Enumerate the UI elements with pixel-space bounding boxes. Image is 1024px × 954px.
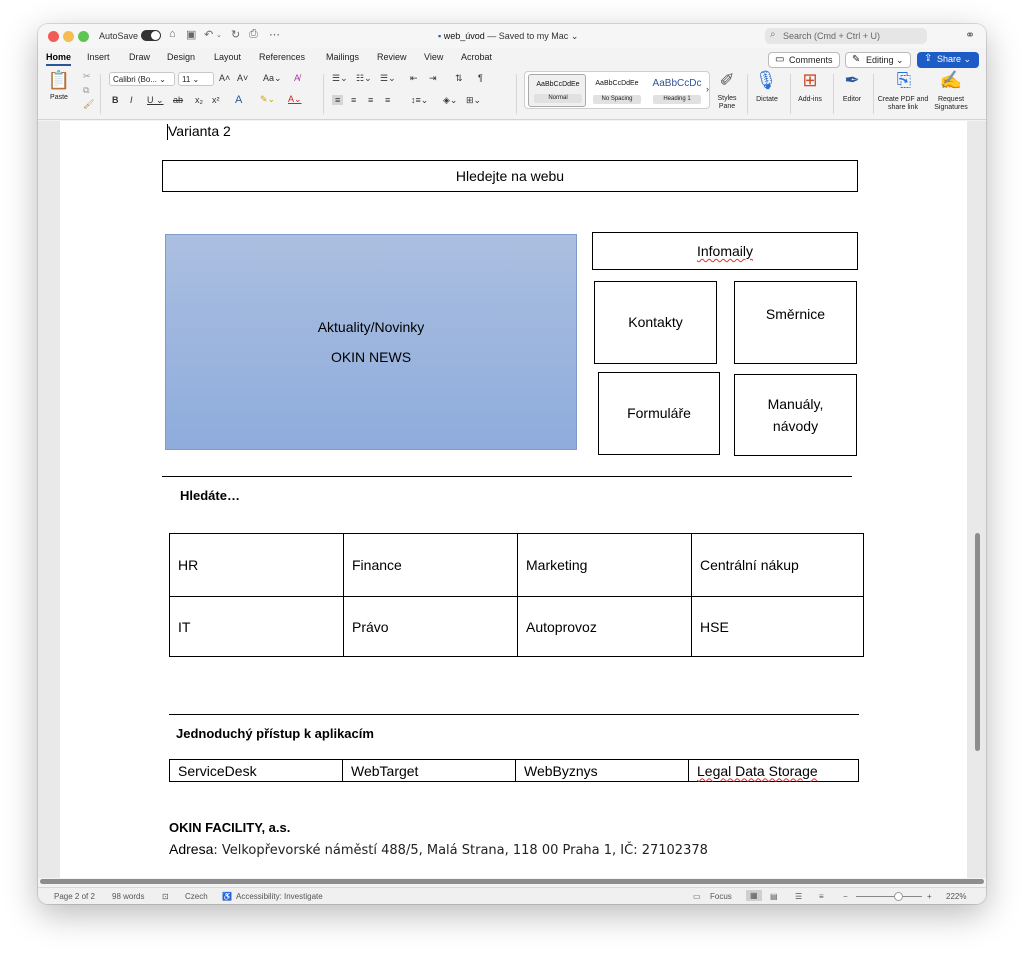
manualy-label-line1: Manuály,	[767, 395, 824, 412]
tab-design[interactable]: Design	[167, 52, 196, 62]
tab-home[interactable]: Home	[46, 52, 71, 66]
change-case-icon[interactable]: Aa⌄	[263, 73, 282, 83]
autosave-toggle[interactable]	[141, 30, 161, 41]
draft-icon[interactable]: ≡	[819, 892, 824, 901]
addins-icon[interactable]: ⊞	[802, 70, 818, 90]
show-formatting-icon[interactable]: ¶	[478, 73, 483, 83]
home-icon[interactable]: ⌂	[169, 28, 176, 40]
legal-data-storage-label: Legal Data Storage	[697, 762, 818, 779]
apps-table	[169, 759, 859, 782]
company-address	[169, 841, 708, 858]
font-name-select[interactable]: Calibri (Bo... ⌄	[109, 72, 175, 86]
table-cell[interactable]: HR	[170, 534, 344, 597]
outline-icon[interactable]: ☰	[795, 892, 803, 901]
word-count[interactable]: 98 words	[112, 892, 145, 901]
share-people-icon[interactable]: ⚭	[965, 28, 976, 42]
table-cell[interactable]: Autoprovoz	[518, 597, 692, 657]
search-web-label: Hledejte na webu	[455, 167, 565, 184]
web-layout-icon[interactable]: ▤	[770, 892, 778, 901]
search-web-box	[162, 160, 858, 192]
address-label: Adresa	[169, 841, 214, 857]
zoom-out-icon[interactable]: −	[843, 892, 848, 901]
tab-insert[interactable]: Insert	[87, 52, 110, 62]
sort-icon[interactable]: ⇅	[455, 73, 463, 83]
redo-icon[interactable]: ↻	[231, 29, 241, 41]
comment-icon: ▭	[775, 54, 785, 65]
create-pdf-label[interactable]: Create PDF and share link	[877, 96, 929, 111]
line-spacing-icon[interactable]: ↕≡⌄	[411, 95, 429, 105]
search-placeholder: Search (Cmd + Ctrl + U)	[783, 31, 881, 41]
variant-heading: Varianta 2	[168, 123, 231, 139]
subscript-button[interactable]: x₂	[195, 95, 203, 105]
cut-icon[interactable]: ✂	[83, 71, 91, 81]
accessibility-icon: ♿	[222, 892, 232, 901]
zoom-slider-track[interactable]	[856, 896, 922, 897]
underline-button[interactable]: U ⌄	[147, 95, 164, 105]
share-button[interactable]	[917, 52, 979, 68]
focus-icon[interactable]: ▭	[693, 892, 701, 901]
create-pdf-icon[interactable]: ⎘	[896, 70, 912, 90]
close-window-button[interactable]	[48, 31, 59, 42]
document-title	[438, 31, 578, 42]
title-bar	[38, 24, 986, 48]
app-link-servicedesk[interactable]: ServiceDesk	[170, 760, 343, 782]
style-normal[interactable]	[528, 74, 586, 107]
align-center-button[interactable]: ≡	[351, 95, 357, 105]
copy-icon[interactable]: ⧉	[83, 85, 90, 95]
tab-review[interactable]: Review	[377, 52, 407, 62]
grow-font-icon[interactable]: A˄	[219, 73, 231, 83]
vertical-scrollbar[interactable]	[975, 533, 980, 751]
align-right-button[interactable]: ≡	[368, 95, 374, 105]
divider-line	[169, 714, 859, 715]
share-icon: ⇪	[924, 53, 933, 64]
font-color-icon[interactable]: A⌄	[288, 94, 302, 104]
document-name: web_úvod	[443, 31, 485, 41]
request-signatures-icon[interactable]: ✍	[939, 70, 963, 90]
table-cell[interactable]: Finance	[344, 534, 518, 597]
editor-icon[interactable]: ✒	[844, 70, 860, 90]
tab-layout[interactable]: Layout	[214, 52, 242, 62]
decrease-indent-icon[interactable]: ⇤	[410, 73, 418, 83]
document-area	[38, 121, 986, 878]
autosave-label: AutoSave	[99, 31, 139, 41]
addins-label[interactable]: Add-ins	[798, 96, 822, 103]
app-link-webbyznys[interactable]: WebByznys	[516, 760, 689, 782]
paste-label[interactable]: Paste	[50, 94, 68, 101]
zoom-slider-thumb[interactable]	[894, 892, 903, 901]
page-count[interactable]: Page 2 of 2	[54, 892, 95, 901]
zoom-level[interactable]: 222%	[946, 892, 967, 901]
table-row	[170, 760, 859, 782]
search-icon: ⌕	[770, 29, 776, 40]
language-label[interactable]: Czech	[185, 892, 208, 901]
apps-heading: Jednoduchý přístup k aplikacím	[176, 726, 374, 741]
document-status: — Saved to my Mac	[487, 31, 569, 41]
style-heading-1[interactable]	[648, 74, 706, 107]
ribbon-home	[38, 68, 986, 120]
comments-button[interactable]	[768, 52, 840, 68]
comments-label: Comments	[789, 55, 833, 65]
shrink-font-icon[interactable]: A˅	[237, 73, 249, 83]
status-bar	[38, 887, 986, 904]
chevron-down-icon: ⌄	[963, 54, 972, 64]
company-name: OKIN FACILITY, a.s.	[169, 820, 291, 835]
borders-icon[interactable]: ⊞⌄	[466, 95, 482, 105]
styles-pane-label[interactable]: Styles Pane	[717, 95, 737, 110]
kontakty-box	[594, 281, 717, 364]
print-layout-icon[interactable]: ▦	[746, 890, 762, 901]
font-size-select[interactable]: 11 ⌄	[178, 72, 214, 86]
styles-pane-icon[interactable]: ✐	[719, 70, 735, 90]
smernice-box	[734, 281, 857, 364]
styles-gallery	[524, 71, 710, 109]
formulare-box	[598, 372, 720, 455]
print-icon[interactable]: ⎙	[249, 28, 258, 40]
editing-mode-button[interactable]	[845, 52, 911, 68]
address-value: : Velkopřevorské náměstí 488/5, Malá Strana, 118 00 Praha 1, IČ: 27102378	[213, 843, 708, 858]
style-heading-1-preview: AaBbCcDc	[652, 78, 702, 89]
focus-label[interactable]: Focus	[710, 892, 732, 901]
font-size-value: 11	[182, 75, 191, 84]
clear-formatting-icon[interactable]: A̸	[294, 73, 301, 83]
tab-view[interactable]: View	[424, 52, 444, 62]
numbering-icon[interactable]: ☷⌄	[356, 73, 372, 83]
infomaily-label: Infomaily	[696, 242, 754, 259]
kontakty-label: Kontakty	[628, 314, 683, 331]
style-normal-name: Normal	[534, 94, 582, 103]
table-row	[170, 534, 864, 597]
increase-indent-icon[interactable]: ⇥	[429, 73, 437, 83]
style-heading-1-name: Heading 1	[653, 95, 701, 104]
search-field[interactable]	[765, 28, 927, 44]
manualy-box	[734, 374, 857, 456]
departments-table	[169, 533, 864, 657]
justify-button[interactable]: ≡	[385, 95, 391, 105]
zoom-window-button[interactable]	[78, 31, 89, 42]
format-painter-icon[interactable]: 🖌	[83, 99, 95, 109]
tab-draw[interactable]: Draw	[129, 52, 151, 62]
dictate-label[interactable]: Dictate	[756, 96, 778, 103]
pencil-icon: ✎	[852, 54, 861, 65]
multilevel-list-icon[interactable]: ☰⌄	[380, 73, 396, 83]
tab-acrobat[interactable]: Acrobat	[461, 52, 493, 62]
style-no-spacing-name: No Spacing	[593, 95, 641, 104]
editor-label[interactable]: Editor	[842, 96, 862, 103]
hledate-heading: Hledáte…	[180, 488, 240, 503]
bullets-icon[interactable]: ☰⌄	[332, 73, 348, 83]
news-box	[165, 234, 577, 450]
style-no-spacing-preview: AaBbCcDdEe	[595, 80, 639, 87]
undo-dropdown-icon[interactable]: ⌄	[216, 32, 222, 39]
horizontal-scrollbar[interactable]	[40, 879, 984, 884]
microphone-icon[interactable]: 🎙	[754, 70, 778, 90]
table-cell[interactable]: Právo	[344, 597, 518, 657]
word-doc-icon: ▪	[438, 31, 442, 41]
divider-line	[162, 476, 852, 477]
infomaily-box	[592, 232, 858, 270]
style-normal-preview: AaBbCcDdEe	[536, 81, 580, 88]
styles-more-chevron-icon[interactable]: ›	[706, 84, 709, 94]
zoom-in-icon[interactable]: +	[927, 892, 932, 901]
smernice-label: Směrnice	[765, 306, 826, 323]
table-row	[170, 597, 864, 657]
share-label: Share	[937, 54, 962, 64]
request-signatures-label[interactable]: Request Signatures	[934, 96, 968, 111]
clipboard-icon[interactable]: 📋	[47, 70, 71, 90]
more-icon[interactable]: ⋯	[269, 29, 280, 41]
proofing-icon[interactable]: ⊡	[162, 892, 169, 901]
minimize-window-button[interactable]	[63, 31, 74, 42]
align-left-button[interactable]: ≡	[332, 95, 343, 105]
text-effects-icon[interactable]: A	[235, 94, 243, 106]
chevron-down-icon[interactable]: ⌄	[570, 31, 579, 41]
table-cell[interactable]: Marketing	[518, 534, 692, 597]
accessibility-label[interactable]: Accessibility: Investigate	[236, 892, 323, 901]
font-name-value: Calibri (Bo...	[113, 75, 158, 84]
highlight-icon[interactable]: ✎⌄	[260, 94, 276, 104]
shading-icon[interactable]: ◈⌄	[443, 95, 458, 105]
table-cell[interactable]: HSE	[692, 597, 864, 657]
text-cursor	[167, 124, 168, 140]
tab-references[interactable]: References	[259, 52, 306, 62]
style-no-spacing[interactable]	[588, 74, 646, 107]
manualy-label-line2: návody	[772, 418, 819, 434]
chevron-down-icon: ⌄	[896, 55, 904, 65]
news-subtitle: OKIN NEWS	[330, 349, 412, 365]
superscript-button[interactable]: x²	[212, 95, 220, 105]
bold-button[interactable]: B	[112, 95, 119, 105]
document-page[interactable]	[60, 121, 967, 878]
save-icon[interactable]: ▣	[186, 29, 197, 41]
app-link-legal-data-storage[interactable]	[689, 760, 859, 782]
formulare-label: Formuláře	[627, 405, 691, 422]
editing-label: Editing	[866, 55, 894, 65]
undo-icon[interactable]: ↶	[204, 29, 214, 41]
ribbon-tabs	[38, 48, 986, 66]
app-link-webtarget[interactable]: WebTarget	[343, 760, 516, 782]
word-window	[38, 24, 986, 904]
strikethrough-button[interactable]: ab	[173, 95, 184, 105]
tab-mailings[interactable]: Mailings	[326, 52, 360, 62]
news-title: Aktuality/Novinky	[317, 319, 425, 335]
table-cell[interactable]: IT	[170, 597, 344, 657]
italic-button[interactable]: I	[130, 95, 133, 105]
table-cell[interactable]: Centrální nákup	[692, 534, 864, 597]
